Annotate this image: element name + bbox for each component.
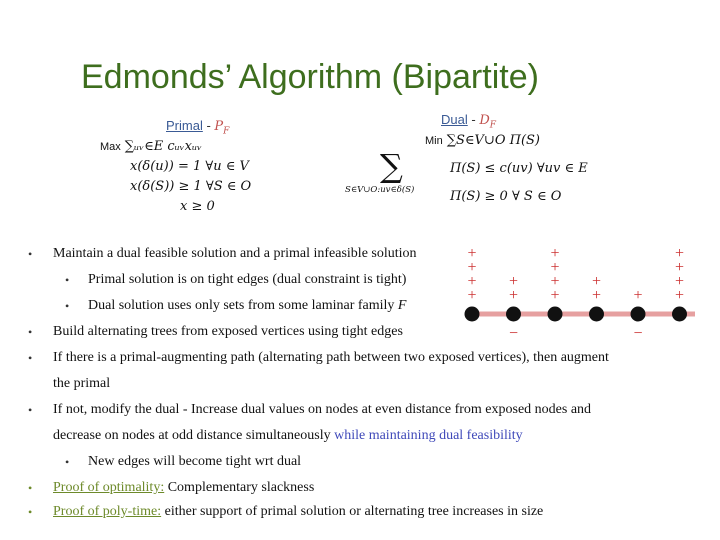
bullet-item: • Primal solution is on tight edges (dual constraint is tight) [65,272,407,287]
dual-constraint-edge: Π(S) ≤ c(uv) ∀uv ∈ E [450,160,588,176]
dual-increase-sign: + [674,287,685,304]
dual-increase-sign: + [467,259,477,276]
bullet-item: • Proof of poly-time: either support of primal solution or alternating tree increases in size [28,504,544,519]
graph-node [589,307,604,322]
dual-sum-symbol: ∑ S∈V∪O:uv∈δ(S) [345,147,415,195]
slide-title: Edmonds’ Algorithm (Bipartite) [81,58,539,96]
dual-increase-sign: + [467,245,477,262]
graph-node [631,307,646,322]
dual-increase-sign: + [508,273,519,290]
bullet-item: • If not, modify the dual - Increase dual values on nodes at even distance from exposed nodes and [28,402,592,417]
dual-increase-sign: + [467,287,477,304]
dual-decrease-sign: − [633,325,643,340]
bullet-item: • Build alternating trees from exposed vertices using tight edges [28,324,403,339]
primal-nonneg: x ≥ 0 [180,198,215,214]
highlight-text: while maintaining dual feasibility [334,428,523,443]
graph-node [465,307,480,322]
bullet-continuation: the primal [53,376,111,391]
dual-increase-sign: + [550,259,560,276]
dual-name[interactable]: Dual [441,112,468,127]
dual-increase-sign: + [674,259,685,276]
bullet-item: • Maintain a dual feasible solution and a primal infeasible solution [28,246,417,261]
proof-of-optimality-link[interactable]: Proof of optimality: [53,480,165,495]
dual-increase-sign: + [550,273,560,290]
dual-increase-sign: + [633,287,643,304]
bullet-continuation: decrease on nodes at odd distance simultaneously while maintaining dual feasibility [53,428,523,443]
dual-objective: Min ∑S∈V∪O Π(S) [425,132,541,148]
dual-increase-sign: + [467,273,477,290]
dual-increase-sign: + [508,287,519,304]
primal-name[interactable]: Primal [166,118,203,133]
bullet-item: • If there is a primal-augmenting path (alternating path between two exposed vertices), then augment [28,350,609,365]
bullet-item: • Proof of optimality: Complementary slackness [28,480,315,495]
primal-heading: Primal - $P_F$ [166,118,230,137]
dual-increase-sign: + [674,245,685,262]
dual-increase-sign: + [550,287,560,304]
primal-lp [100,118,330,217]
dual-nonneg: Π(S) ≥ 0 ∀ S ∈ O [450,188,562,204]
graph-node [548,307,563,322]
dual-increase-sign: + [674,273,685,290]
bullet-item: • New edges will become tight wrt dual [65,454,302,469]
dual-increase-sign: + [591,287,602,304]
dual-decrease-sign: − [508,325,519,340]
dual-lp [425,112,665,207]
dual-heading: Dual - $D_F$ [441,112,496,131]
graph-node [506,307,521,322]
dual-increase-sign: + [550,245,560,262]
primal-constraint-vertex: x(δ(u)) = 1 ∀u ∈ V [130,158,249,174]
primal-constraint-set: x(δ(S)) ≥ 1 ∀S ∈ O [130,178,252,194]
alternating-path-diagram [455,240,695,340]
primal-objective: Max ∑ᵤᵥ∈E cᵤᵥxᵤᵥ [100,138,203,154]
graph-node [672,307,687,322]
bullet-item: • Dual solution uses only sets from some laminar family F [65,298,407,313]
dual-increase-sign: + [591,273,602,290]
proof-of-poly-time-link[interactable]: Proof of poly-time: [53,504,162,519]
